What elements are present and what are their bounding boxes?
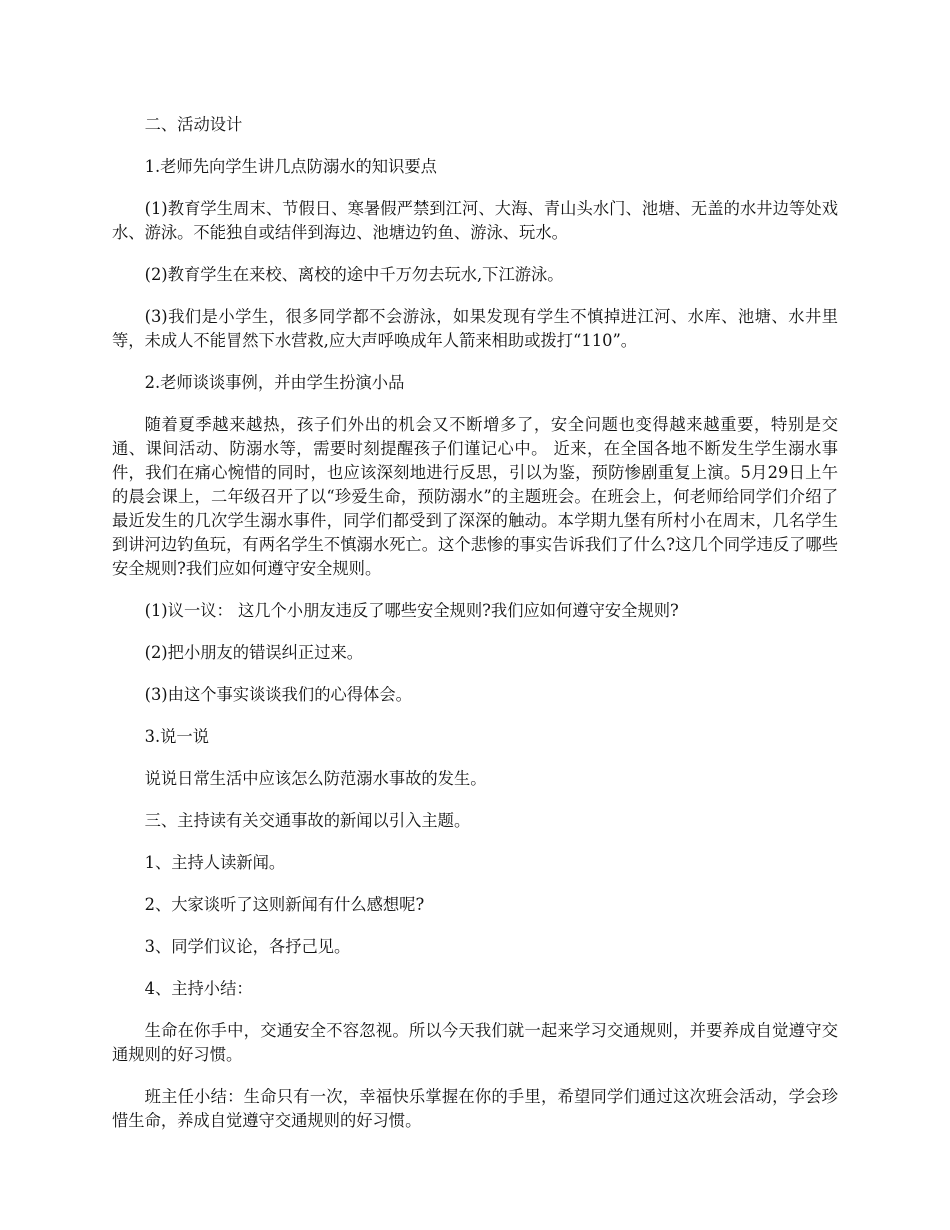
list-item-share-thoughts: 2、大家谈听了这则新闻有什么感想呢? xyxy=(144,895,425,914)
list-item-read-news: 1、主持人读新闻。 xyxy=(144,853,286,872)
paragraph-item-2: (2)教育学生在来校、离校的途中千万勿去玩水,下江游泳。 xyxy=(144,265,564,284)
subheading-knowledge-points: 1.老师先向学生讲几点防溺水的知识要点 xyxy=(144,157,437,176)
paragraph-correct-mistakes: (2)把小朋友的错误纠正过来。 xyxy=(144,643,364,662)
paragraph-prevention: 说说日常生活中应该怎么防范溺水事故的发生。 xyxy=(144,769,487,788)
document-page xyxy=(112,113,838,1151)
section-heading-traffic-news: 三、主持读有关交通事故的新闻以引入主题。 xyxy=(144,811,471,830)
list-item-host-summary: 4、主持小结： xyxy=(144,979,253,998)
paragraph-discuss: (1)议一议： 这几个小朋友违反了哪些安全规则?我们应如何遵守安全规则? xyxy=(144,601,679,620)
paragraph-life-in-hands: 生命在你手中，交通安全不容忽视。所以今天我们就一起来学习交通规则，并要养成自觉遵守交通规则的好习惯。 xyxy=(112,1021,838,1064)
paragraph-summer-safety: 随着夏季越来越热，孩子们外出的机会又不断增多了，安全问题也变得越来越重要，特别是交通、课间活动、防溺水等，需要时刻提醒孩子们谨记心中。 近来，在全国各地不断发生学生溺水事件，我们在痛心惋惜的同时，也应该深刻地进行反思，引以为鉴，预防惨剧重复上演。5月29日上午的晨会课上，二年级召开了以“珍爱生命，预防溺水”的主题班会。在班会上，何老师给同学们介绍了最近发生的几次学生溺水事件，同学们都受到了深深的触动。本学期九堡有所村小在周末，几名学生到讲河边钓鱼玩，有两名学生不慎溺水死亡。这个悲惨的事实告诉我们了什么?这几个同学违反了哪些安全规则?我们应如何遵守安全规则。 xyxy=(112,415,838,578)
paragraph-experience: (3)由这个事实谈谈我们的心得体会。 xyxy=(144,685,412,704)
paragraph-teacher-summary: 班主任小结：生命只有一次，幸福快乐掌握在你的手里，希望同学们通过这次班会活动，学会珍惜生命，养成自觉遵守交通规则的好习惯。 xyxy=(112,1087,838,1130)
section-heading-activity-design: 二、活动设计 xyxy=(144,115,243,134)
paragraph-item-3: (3)我们是小学生，很多同学都不会游泳，如果发现有学生不慎掉进江河、水库、池塘、水井里等，未成人不能冒然下水营救,应大声呼唤成年人箭来相助或拨打“110”。 xyxy=(112,307,838,350)
subheading-speak: 3.说一说 xyxy=(144,727,209,746)
subheading-examples: 2.老师谈谈事例，并由学生扮演小品 xyxy=(144,373,405,392)
list-item-discussion: 3、同学们议论，各抒己见。 xyxy=(144,937,351,956)
paragraph-item-1: (1)教育学生周末、节假日、寒暑假严禁到江河、大海、青山头水门、池塘、无盖的水井边等处戏水、游泳。不能独自或结伴到海边、池塘边钓鱼、游泳、玩水。 xyxy=(112,199,838,242)
